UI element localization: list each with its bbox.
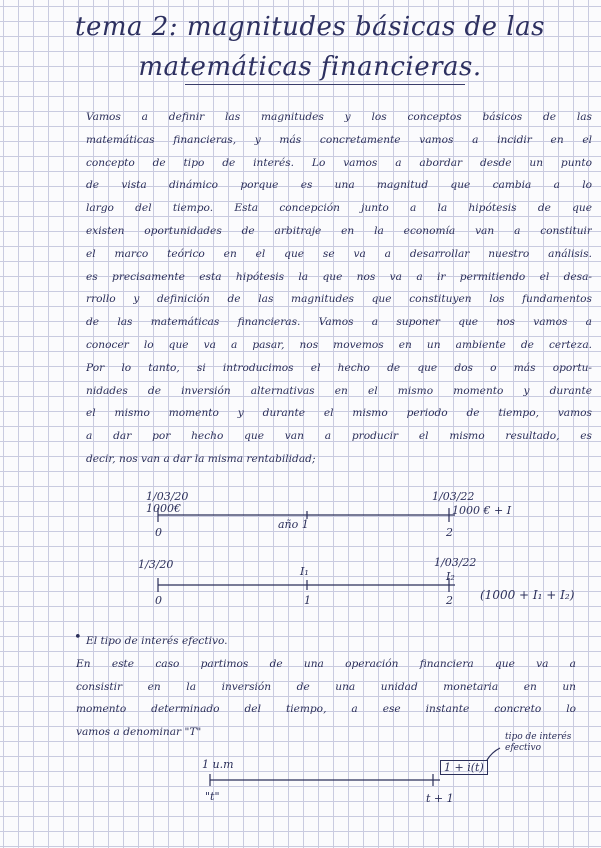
timeline-3-start-amount: 1 u.m	[202, 758, 234, 771]
timeline-2-tick-label-end: 2	[446, 594, 453, 607]
effective-rate-section	[76, 630, 576, 744]
text-line: existen oportunidades de arbitraje en la economía van a constituir	[86, 224, 592, 237]
timeline-2-end-label: I₂	[446, 570, 455, 583]
timeline-2-end-date: 1/03/22	[434, 556, 477, 569]
text-line: decir, nos van a dar la misma rentabilidad;	[86, 452, 316, 465]
text-line: vamos a denominar "T"	[76, 726, 202, 739]
text-line: consistir en la inversión de una unidad monetaria en un	[76, 680, 576, 693]
timeline-2-start-date: 1/3/20	[138, 558, 174, 571]
timeline-1-start-date: 1/03/20	[146, 490, 189, 503]
text-line: conocer lo que va a pasar, nos movemos en un ambiente de certeza.	[86, 338, 592, 351]
timeline-2-tick-label-start: 0	[155, 594, 162, 607]
timeline-3-end-label: t + 1	[426, 792, 454, 805]
page-title-line-1: tema 2: magnitudes básicas de las	[75, 12, 545, 42]
text-line: rrollo y definición de las magnitudes que constituyen los fundamentos	[86, 293, 592, 306]
timeline-1-end-date: 1/03/22	[432, 490, 475, 503]
text-line: Vamos a definir las magnitudes y los conceptos básicos de las	[86, 111, 592, 123]
text-line: es precisamente esta hipótesis la que nos va a ir permitiendo el desa-	[86, 270, 592, 283]
page-title-line-2: matemáticas financieras.	[138, 52, 482, 82]
text-line: nidades de inversión alternativas en el mismo momento y durante	[86, 384, 592, 397]
annotation-effective-rate: tipo de interés efectivo	[505, 732, 572, 753]
timeline-1-tick-label-start: 0	[155, 526, 162, 539]
timeline-2-mid-label: I₁	[300, 565, 309, 578]
text-line: En este caso partimos de una operación financiera que va a	[76, 657, 576, 670]
text-line: matemáticas financieras, y más concretamente vamos a incidir en el	[86, 133, 592, 146]
timeline-2-result: (1000 + I₁ + I₂)	[480, 588, 575, 602]
timeline-1-end-amount: 1000 € + I	[452, 504, 512, 517]
timeline-3-end-value: 1 + i(t)	[440, 760, 488, 775]
text-line: Por lo tanto, si introducimos el hecho de que dos o más oportu-	[86, 361, 592, 374]
text-line: de las matemáticas financieras. Vamos a suponer que nos vamos a	[86, 316, 592, 329]
text-line: de vista dinámico porque es una magnitud que cambia a lo	[86, 179, 592, 192]
timeline-1-tick-label-end: 2	[446, 526, 453, 539]
timeline-1-mid-label: año 1	[278, 518, 309, 531]
text-line: el mismo momento y durante el mismo periodo de tiempo, vamos	[86, 407, 592, 420]
timeline-3-start-label: "t"	[205, 790, 220, 803]
annotation-arrow	[487, 748, 500, 760]
text-line: momento determinado del tiempo, a ese instante concreto lo	[76, 703, 576, 716]
text-line: largo del tiempo. Esta concepción junto a la hipótesis de que	[86, 202, 592, 215]
text-line: concepto de tipo de interés. Lo vamos a abordar desde un punto	[86, 156, 592, 169]
text-line: a dar por hecho que van a producir el mismo resultado, es	[86, 430, 592, 443]
section-heading: El tipo de interés efectivo.	[86, 635, 228, 647]
text-line: el marco teórico en el que se va a desarrollar nuestro análisis.	[86, 247, 592, 260]
timeline-2-tick-label-mid: 1	[304, 594, 311, 607]
section-bullet: •	[74, 630, 82, 645]
timeline-1-start-amount: 1000€	[146, 502, 181, 515]
